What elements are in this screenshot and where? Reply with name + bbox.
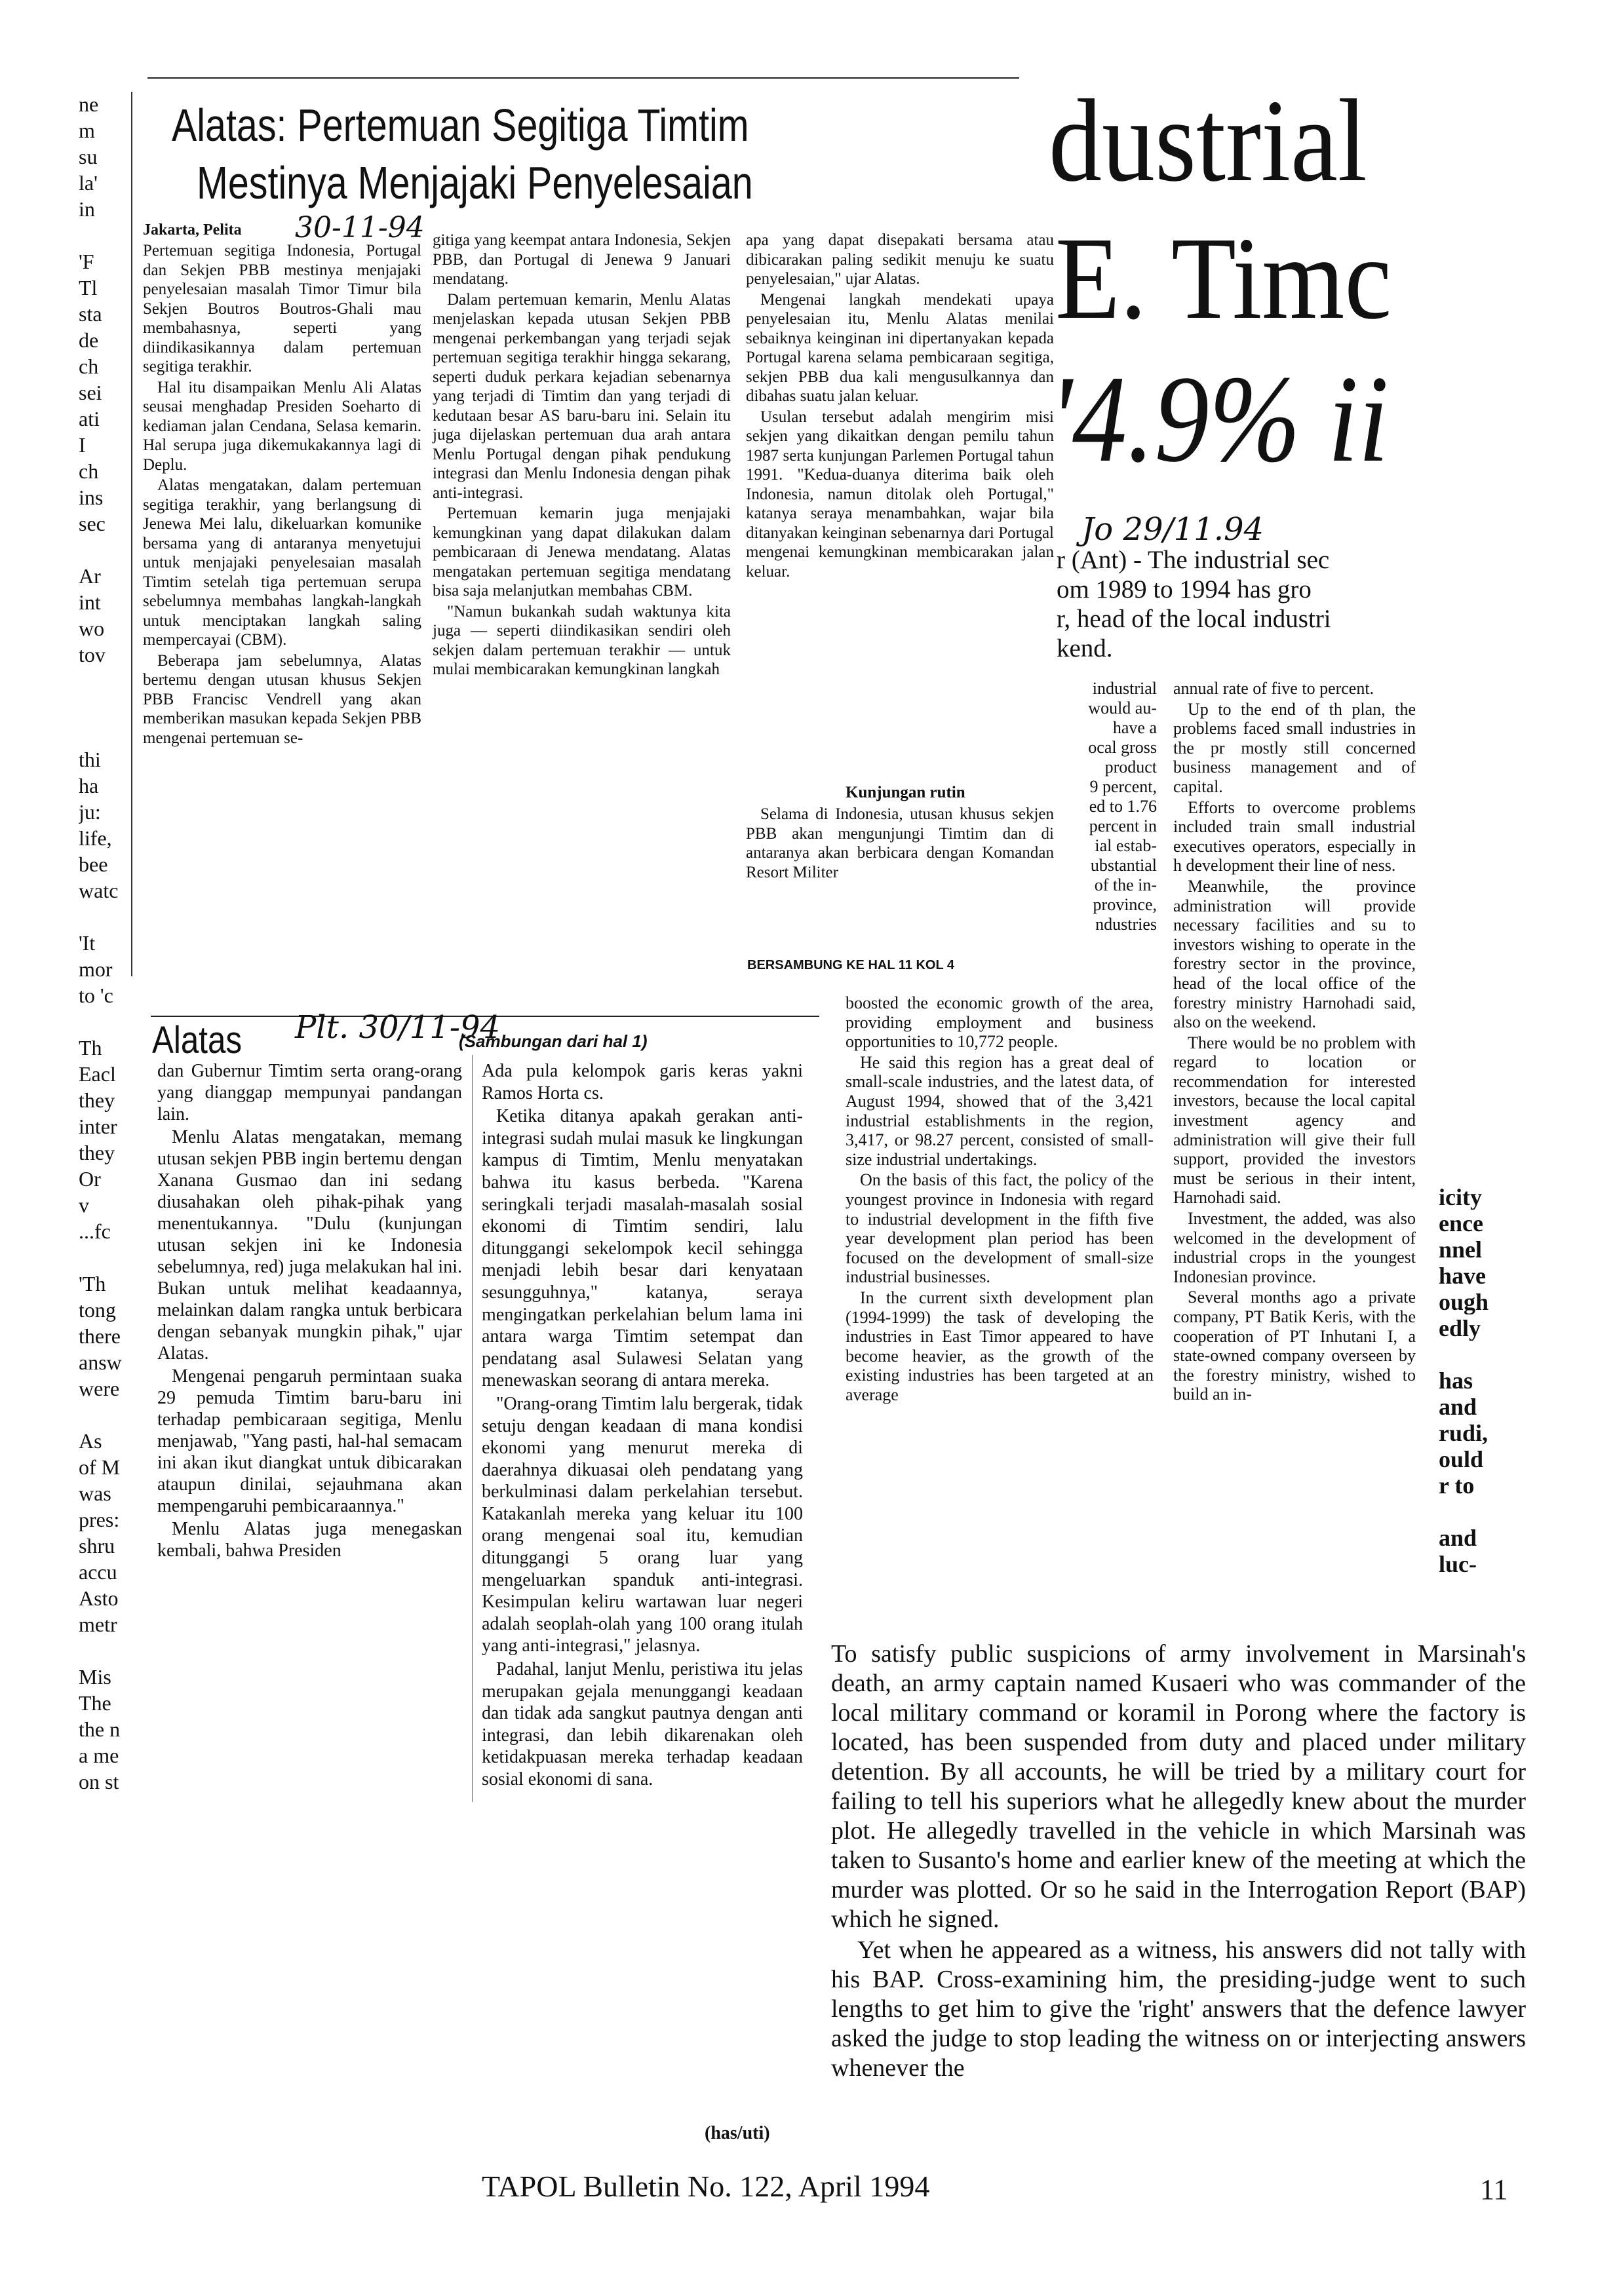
continuation-col-2-paragraph: Ada pula kelompok garis keras yakni Ramos Horta cs. [482, 1061, 803, 1103]
english-col-a-fragment-line: ndustries [1095, 915, 1157, 934]
left-fragment-line: inter [79, 1115, 117, 1138]
article-main-col-3-paragraph: Usulan tersebut adalah mengirim misi sekjen yang dikaitkan dengan pemilu tahun 1987 serta kunjungan Parlemen Portugal tahun 1991. "Kedua-duanya diterima baik oleh Indonesia, namun ditolak oleh Portugal," katanya seraya menambahkan, wajar bila ditanyakan keinginan sebenarnya dari Portugal mengenai kemungkinan membicarakan jalan keluar. [746, 408, 1054, 581]
right-edge-fragment-line: and [1439, 1394, 1477, 1419]
continuation-col-1-paragraph: Mengenai pengaruh permintaan suaka 29 pemuda Timtim baru-baru ini terhadap pembicaraan segitiga, Menlu menjawab, "Yang pasti, hal-hal semacam ini akan ikut diangkat untuk dibicarakan ataupun dinilai, sejauhmana akan mempengaruhi pembicaraannya." [157, 1366, 462, 1516]
article-main-col-3b-text: Selama di Indonesia, utusan khusus sekjen PBB akan mengunjungi Timtim dan di antaranya akan berbicara dengan Komandan Resort Militer [746, 805, 1054, 881]
english-intro-line: kend. [1057, 634, 1113, 662]
english-col-a-fragment-line: would au- [1088, 698, 1157, 718]
article-main-col-3b [746, 805, 1054, 883]
left-fragment-line: The [79, 1691, 111, 1715]
english-col-a-paragraph: boosted the economic growth of the area, providing employment and business opportunities to 10,772 people. [846, 993, 1154, 1052]
left-fragment-line: tong [79, 1298, 116, 1322]
right-edge-fragment-line: has [1439, 1368, 1473, 1393]
left-fragment-line: 'F [79, 250, 94, 273]
left-fragment-line: m [79, 119, 95, 142]
left-fragment-line: Th [79, 1036, 102, 1060]
left-fragment-line: metr [79, 1613, 117, 1636]
english-handwritten-date: Jo 29/11.94 [1081, 511, 1264, 548]
right-edge-fragment-line: nnel [1439, 1236, 1483, 1262]
left-fragment-line [79, 1638, 138, 1664]
english-col-a-paragraph: He said this region has a great deal of small-scale industries, and the latest data, of August 1994, showed that of the 3,421 industrial establishments in the region, 3,417, or 98.27 percent, consisted of small-size industrial undertakings. [846, 1052, 1154, 1169]
english-intro-line: r, head of the local industri [1057, 605, 1331, 633]
english-col-b-paragraph: Several months ago a private company, PT Batik Keris, with the cooperation of PT Inhutani I, a state-owned company overseen by the forestry ministry, wished to build an in- [1173, 1288, 1416, 1404]
english-col-a-fragment-line: have a [1112, 718, 1157, 737]
left-fragment-line: I [79, 433, 86, 457]
left-fragment-line: to 'c [79, 984, 113, 1007]
article-main-col-1-paragraph: Hal itu disampaikan Menlu Ali Alatas seusai menghadap Presiden Soeharto di kediaman jalan Cendana, Selasa kemarin. Hal serupa juga dikemukakannya lagi di Deplu. [143, 378, 421, 474]
english-col-b-paragraph: Up to the end of th plan, the problems faced small industries in the pr mostly still concerned business management and of capital. [1173, 699, 1416, 796]
right-edge-fragment-line: r to [1439, 1472, 1475, 1498]
english-intro [1057, 545, 1607, 663]
left-column-fragments [79, 92, 138, 1795]
article-main-col-3-paragraph: Mengenai langkah mendekati upaya penyelesaian itu, Menlu Alatas menilai sebaiknya keinginan ini dipertanyakan kepada Portugal karena selama pembicaraan segitiga, sekjen PBB dua kali mengusulkannya dan dibahas suatu jalan keluar. [746, 290, 1054, 405]
article-main-col-1-paragraph: Pertemuan segitiga Indonesia, Portugal dan Sekjen PBB mestinya menjajaki penyelesaian masalah Timor Timur bila Sekjen Boutros Boutros-Ghali mau membahasnya, seperti yang diindikasikannya dalam pertemuan segitiga terakhir. [143, 242, 421, 375]
left-fragment-line: ha [79, 774, 99, 797]
article-main-col-2-paragraph: "Namun bukankah sudah waktunya kita juga — seperti diindikasikan sendiri oleh sekjen dalam pertemuan terakhir — untuk mulai membicarakan kemungkinan langkah [433, 602, 731, 678]
left-fragment-line: they [79, 1088, 115, 1112]
continuation-col-1-paragraph: Menlu Alatas mengatakan, memang utusan sekjen PBB ingin bertemu dengan Xanana Gusmao dan ini sedang diusahakan oleh pihak-pihak yang menentukannya. "Dulu (kunjungan utusan sekjen ini ke Indonesia sebelumnya, red) juga melakukan hal ini. Bukan untuk melihat keadaannya, melainkan dalam rangka untuk berbicara dengan sebanyak mungkin pihak," ujar Alatas. [157, 1127, 462, 1364]
headline-line-1: Alatas: Pertemuan Segitiga Timtim [172, 100, 749, 151]
english-col-a [846, 993, 1154, 1406]
left-fragment-line: mor [79, 957, 113, 981]
article-main-col-2 [433, 231, 731, 681]
continuation-col-1-paragraph: dan Gubernur Timtim serta orang-orang yang dianggap mempunyai pandangan lain. [157, 1061, 462, 1124]
left-fragment-line: pres: [79, 1508, 120, 1531]
footer-publication: TAPOL Bulletin No. 122, April 1994 [482, 2170, 930, 2203]
right-edge-fragment-line [1439, 1498, 1498, 1524]
right-headline-line-2: E. Timc [1055, 213, 1392, 343]
english-col-a-fragment-line: industrial [1092, 679, 1157, 698]
article-main-col-2-paragraph: Pertemuan kemarin juga menjajaki kemungkinan yang dapat dilakukan dalam pembicaraan di Jenewa mendatang. Alatas mengatakan pertemuan segitiga mendatang bisa saja melanjutkan membahas CBM. [433, 505, 731, 600]
left-fragment-line [79, 721, 138, 747]
left-fragment-line: v [79, 1193, 89, 1217]
left-fragment-line: answ [79, 1350, 122, 1374]
article-main-col-3-paragraph: apa yang dapat disepakati bersama atau dibicarakan paling sedikit menuju ke suatu penyelesaian," ujar Alatas. [746, 231, 1054, 288]
left-fragment-line: Ar [79, 564, 101, 588]
english-intro-line: om 1989 to 1994 has gro [1057, 575, 1312, 603]
continuation-col-1 [157, 1060, 462, 1563]
continuation-col-2-paragraph: Ketika ditanya apakah gerakan anti-integrasi sudah mulai masuk ke lingkungan kampus di Timtim, Menlu menyatakan bahwa itu kasus berbeda. "Karena seringkali terjadi masalah-masalah sosial ekonomi di Timtim sendiri, lalu ditunggangi sekelompok kecil sehingga menjadi lebih besar dari kenyataan sesungguhnya," katanya, seraya mengingatkan perkelahian belum lama ini antara warga Timtim setempat dan pendatang asal Sulawesi Selatan yang menewaskan seorang di antara mereka. [482, 1106, 803, 1391]
english-col-b-paragraph: Investment, the added, was also welcomed in the development of industrial crops in the youngest Indonesian province. [1173, 1209, 1416, 1286]
right-edge-fragment-line: ence [1439, 1210, 1483, 1236]
english-col-b-paragraph: Meanwhile, the province administration will provide necessary facilities and su to investors wishing to operate in the forestry sector in the province, head of the local office of the forestry ministry Harnohadi said, also on the weekend. [1173, 876, 1416, 1032]
article-main-col-3 [746, 231, 1054, 583]
right-headline-line-1: dustrial [1049, 75, 1367, 206]
english-col-a-fragment-line: ed to 1.76 [1089, 797, 1157, 816]
left-fragment-line: there [79, 1324, 121, 1348]
left-fragment-line: ju: [79, 800, 101, 824]
right-edge-fragment-line: ould [1439, 1446, 1484, 1472]
left-fragment-line: accu [79, 1560, 117, 1584]
left-fragment-line: sei [79, 381, 102, 404]
right-edge-fragment-line [1439, 1341, 1498, 1367]
marsinah-paragraph: Yet when he appeared as a witness, his answers did not tally with his BAP. Cross-examining him, the presiding-judge went to such lengths to get him to give the 'right' answers that the defence lawyer asked the judge to stop leading the witness on or interjecting answers whenever the [831, 1936, 1526, 2082]
right-headline-line-3: '4.9% ii [1049, 351, 1389, 488]
article-main-col-1-paragraph: Alatas mengatakan, dalam pertemuan segitiga terakhir, yang berlangsung di Jenewa Mei lalu, dikeluarkan komunike bersama yang di antaranya menyetujui untuk menjajaki penyelesaian masalah Timtim setelah tiga pertemuan serupa sebelumnya membahas langkah-langkah untuk menciptakan langkah saling mempercayai (CBM). [143, 476, 421, 649]
left-fragment-line: su [79, 145, 98, 168]
left-fragment-line: ...fc [79, 1219, 111, 1243]
english-col-a-fragment-line: ial estab- [1095, 836, 1157, 855]
continuation-note: BERSAMBUNG KE HAL 11 KOL 4 [747, 958, 954, 972]
continuation-title: Alatas [152, 1019, 243, 1062]
english-col-a-fragment-line: product [1104, 757, 1157, 776]
right-edge-fragment-line [1439, 1131, 1498, 1157]
left-fragment-line [79, 1245, 138, 1271]
article-main-col-1 [143, 241, 421, 749]
left-fragment-line: thi [79, 748, 101, 771]
continuation-signoff: (has/uti) [705, 2123, 770, 2143]
english-col-a-fragment-line: of the in- [1094, 875, 1157, 894]
right-edge-fragment-line: and [1439, 1525, 1477, 1550]
left-fragment-line: shru [79, 1534, 115, 1558]
left-fragment-line: tov [79, 643, 106, 666]
dateline: Jakarta, Pelita [143, 221, 242, 239]
left-fragment-line: Asto [79, 1586, 119, 1610]
right-edge-fragment-line [1439, 1157, 1498, 1183]
left-fragment-line: Or [79, 1167, 101, 1191]
handwritten-date: 30-11-94 [295, 211, 425, 244]
right-edge-fragment-line: have [1439, 1263, 1486, 1288]
continuation-label: (Sambungan dari hal 1) [459, 1031, 648, 1051]
left-fragment-line: was [79, 1482, 111, 1505]
right-edge-fragment-line [1439, 1105, 1498, 1131]
left-fragment-line [79, 223, 138, 249]
left-fragment-line [79, 904, 138, 930]
left-fragment-line: life, [79, 826, 112, 850]
headline-line-2: Mestinya Menjajaki Penyelesaian [197, 157, 753, 208]
left-fragment-line: 'Th [79, 1272, 106, 1295]
right-edge-fragment-line: icity [1439, 1184, 1482, 1210]
article-main-col-1-paragraph: Beberapa jam sebelumnya, Alatas bertemu dengan utusan khusus Sekjen PBB Francisc Vendrell yang akan memberikan masukan kepada Sekjen PBB mengenai pertemuan se- [143, 651, 421, 747]
continuation-col-2-paragraph: Padahal, lanjut Menlu, peristiwa itu jelas merupakan gejala menunggangi keadaan dan tidak ada sangkut pautnya dengan anti integrasi, dan lebih dikarenakan oleh ketidakpuasan mereka terhadap keadaan sosial ekonomi di sana. [482, 1659, 803, 1789]
left-fragment-line [79, 1009, 138, 1035]
left-fragment-line: wo [79, 617, 105, 640]
left-fragment-line: Mis [79, 1665, 111, 1689]
subhead-kunjungan-rutin: Kunjungan rutin [846, 784, 965, 801]
right-edge-fragment-line: edly [1439, 1315, 1481, 1341]
left-fragment-line: bee [79, 852, 108, 876]
left-fragment-line: ch [79, 459, 99, 483]
left-fragment-line: ch [79, 354, 99, 378]
left-fragment-line: ati [79, 407, 100, 430]
continuation-col-2-paragraph: "Orang-orang Timtim lalu bergerak, tidak setuju dengan keadaan di mana kondisi ekonomi yang menurut mereka di daerahnya dikuasai oleh pendatang yang berkulminasi dalam perkelahian tersebut. Katakanlah mereka yang keluar itu 100 orang mengenai soal itu, kemudian ditunggangi 5 orang luar yang mengeluarkan spanduk anti-integrasi. Kesimpulan keliru wartawan luar negeri adalah seoplah-olah yang 100 orang itulah yang anti-integrasi," jelasnya. [482, 1393, 803, 1656]
left-fragment-line [79, 668, 138, 695]
english-col-b-paragraph: There would be no problem with regard to location or recommendation for interested investors, because the local capital investment agency and administration will give their full support, provided the investors must be serious in their intent, Harnohadi said. [1173, 1033, 1416, 1208]
left-fragment-line: they [79, 1141, 115, 1164]
right-edge-fragment-line: rudi, [1439, 1420, 1489, 1445]
english-col-a-fragment-line: percent in [1089, 816, 1157, 835]
left-page-edge-rule [131, 92, 132, 976]
left-fragment-line: watc [79, 879, 119, 902]
left-fragment-line: a me [79, 1744, 119, 1767]
left-fragment-line: in [79, 197, 95, 221]
english-col-a-paragraph: In the current sixth development plan (1994-1999) the task of developing the industries in East Timor appeared to have become heavier, as the growth of the existing industries has been targeted at an average [846, 1288, 1154, 1404]
english-col-a-fragment [1052, 679, 1157, 934]
left-fragment-line: ins [79, 486, 104, 509]
left-fragment-line: As [79, 1429, 102, 1453]
english-col-b-paragraph: Efforts to overcome problems included train small industrial executives operators, especially in h development their line of ness. [1173, 797, 1416, 875]
english-col-a-fragment-line: ocal gross [1088, 738, 1157, 757]
left-fragment-line: were [79, 1377, 120, 1400]
left-fragment-line: 'It [79, 931, 96, 955]
left-fragment-line [79, 695, 138, 721]
continuation-handwritten: Plt. 30/11-94 [295, 1009, 501, 1046]
continuation-col-1-paragraph: Menlu Alatas juga menegaskan kembali, bahwa Presiden [157, 1519, 462, 1561]
english-col-b [1173, 679, 1416, 1406]
footer-page-number: 11 [1480, 2173, 1508, 2206]
left-fragment-line: de [79, 328, 99, 352]
english-col-b-paragraph: annual rate of five to percent. [1173, 679, 1374, 698]
left-fragment-line [79, 537, 138, 564]
left-fragment-line: sta [79, 302, 102, 326]
continuation-col-2 [482, 1060, 803, 1792]
left-fragment-line: int [79, 590, 101, 614]
right-edge-fragments [1439, 1105, 1498, 1577]
left-fragment-line: of M [79, 1455, 121, 1479]
article-main-col-2-paragraph: gitiga yang keempat antara Indonesia, Sekjen PBB, dan Portugal di Jenewa 9 Januari mendatang. [433, 231, 731, 288]
left-fragment-line: on st [79, 1770, 119, 1793]
english-col-a-fragment-line: ubstantial [1090, 856, 1157, 875]
marsinah-article [831, 1639, 1526, 2084]
english-col-a-paragraph: On the basis of this fact, the policy of the youngest province in Indonesia with regard to industrial development in the fifth five year development plan period has been focused on the development of small-size industrial businesses. [846, 1170, 1154, 1287]
continuation-col-divider [472, 1055, 473, 1802]
top-rule [147, 77, 1019, 79]
english-col-a-fragment-line: 9 percent, [1089, 777, 1157, 796]
left-fragment-line: Eacl [79, 1062, 116, 1086]
left-fragment-line: ne [79, 92, 99, 116]
left-fragment-line: Tl [79, 276, 98, 299]
article-main-col-2-paragraph: Dalam pertemuan kemarin, Menlu Alatas menjelaskan kepada utusan Sekjen PBB mengenai perkembangan yang terjadi sejak pertemuan segitiga terakhir hingga sekarang, seperti duduk perkara kejadian sebenarnya yang terjadi di Timtim dan yang terjadi di kedutaan besar AS baru-baru ini. Selain itu juga dijelaskan pertemuan dua arah antara Menlu Portugal dengan pihak pendukung integrasi dan Menlu Indonesia dengan pihak anti-integrasi. [433, 290, 731, 502]
marsinah-paragraph: To satisfy public suspicions of army involvement in Marsinah's death, an army captain named Kusaeri who was commander of the local military command or koramil in Porong where the factory is located, has been suspended from duty and placed under military detention. By all accounts, he will be tried by a military court for failing to tell his superiors what he allegedly knew about the murder plot. He allegedly travelled in the vehicle in which Marsinah was taken to Susanto's home and earlier knew of the meeting at which the murder was plotted. Or so he said in the Interrogation Report (BAP) which he signed. [831, 1640, 1526, 1933]
right-edge-fragment-line: ough [1439, 1289, 1489, 1314]
left-fragment-line: la' [79, 171, 98, 195]
english-intro-line: r (Ant) - The industrial sec [1057, 546, 1330, 574]
left-fragment-line: the n [79, 1717, 121, 1741]
left-fragment-line: sec [79, 512, 106, 535]
english-col-a-fragment-line: province, [1093, 895, 1157, 914]
right-edge-fragment-line: luc- [1439, 1551, 1477, 1577]
left-fragment-line [79, 1402, 138, 1428]
